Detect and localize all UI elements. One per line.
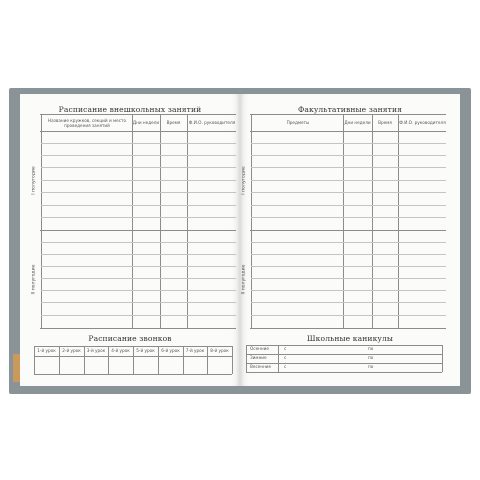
col-line [187,114,188,328]
col-line [398,114,399,328]
page-title-electives: Факультативные занятия [297,105,403,114]
bell-lesson: 8-й урок [210,348,229,353]
row-line [41,167,236,168]
bell-lesson: 5-й урок [136,348,155,353]
bell-lesson: 7-й урок [185,348,205,353]
holiday-from: с [284,346,287,351]
col-line [132,114,133,328]
row-line [251,155,446,156]
row-line [41,278,236,279]
holiday-to: по [368,355,374,360]
bell-lesson: 1-й урок [37,348,56,353]
row-line [41,192,236,193]
row-line [41,180,236,181]
bell-col-line [232,346,233,374]
row-line [41,266,236,267]
row-line [41,143,236,144]
holiday-season: Весенние [250,364,272,369]
half-year-2-label: II полугодие [241,264,247,295]
row-line [251,254,446,255]
col-line [160,114,161,328]
half-year-2-label: II полугодие [31,264,37,295]
header-time: Время [378,120,392,125]
header-subjects: Предметы [286,120,310,125]
holidays-line [246,363,442,364]
row-line [251,143,446,144]
page-title-extracurricular: Расписание внешкольных занятий [58,105,202,114]
holidays-col-line [442,345,443,372]
half-year-1-label: I полугодие [31,166,37,195]
holiday-to: по [368,364,374,369]
row-line [251,217,446,218]
header-clubs: Название кружков, секций и место проведения занятий [47,117,127,128]
row-line [41,315,236,316]
row-line [251,180,446,181]
bells-bottom-line [34,374,232,375]
bells-title: Расписание звонков [88,334,172,343]
row-line [251,192,446,193]
row-line [251,266,446,267]
row-line [251,167,446,168]
bell-lesson: 3-й урок [86,348,106,353]
header-leader: Ф.И.О. руководителя [188,120,236,125]
row-line [41,205,236,206]
row-line [41,302,236,303]
bell-lesson: 4-й урок [111,348,130,353]
holiday-from: с [284,364,287,369]
header-days: Дни недели [344,120,371,125]
table-header-line [250,131,446,132]
right-page [240,94,460,386]
row-line [251,290,446,291]
col-line [41,114,42,328]
holidays-col-line [278,345,279,372]
holiday-to: по [368,346,374,351]
bell-lesson: 6-й урок [161,348,180,353]
half-year-1-label: I полугодие [241,166,247,195]
holidays-col-line [246,345,247,372]
left-page [20,94,240,386]
row-line [41,217,236,218]
col-line [251,114,252,328]
table-bottom-line [40,328,236,329]
row-line [251,278,446,279]
header-time: Время [166,120,181,125]
row-line [251,242,446,243]
row-line [251,302,446,303]
row-line [251,315,446,316]
holiday-season: Осенние [250,346,269,351]
row-line [41,242,236,243]
holidays-line [246,354,442,355]
holidays-title: Школьные каникулы [306,334,394,343]
row-line [41,290,236,291]
holidays-line [246,372,442,373]
row-line [41,155,236,156]
table-header-line [40,131,236,132]
holidays-line [246,345,442,346]
header-leader: Ф.И.О. руководителя [399,120,446,125]
holiday-season: Зимние [250,355,267,360]
row-line [41,254,236,255]
col-line [343,114,344,328]
header-days: Дни недели [132,120,160,125]
table-half-line [250,230,446,231]
bell-lesson: 2-й урок [62,348,81,353]
table-bottom-line [250,328,446,329]
table-half-line [40,230,236,231]
col-line [372,114,373,328]
holiday-from: с [284,355,287,360]
row-line [251,205,446,206]
